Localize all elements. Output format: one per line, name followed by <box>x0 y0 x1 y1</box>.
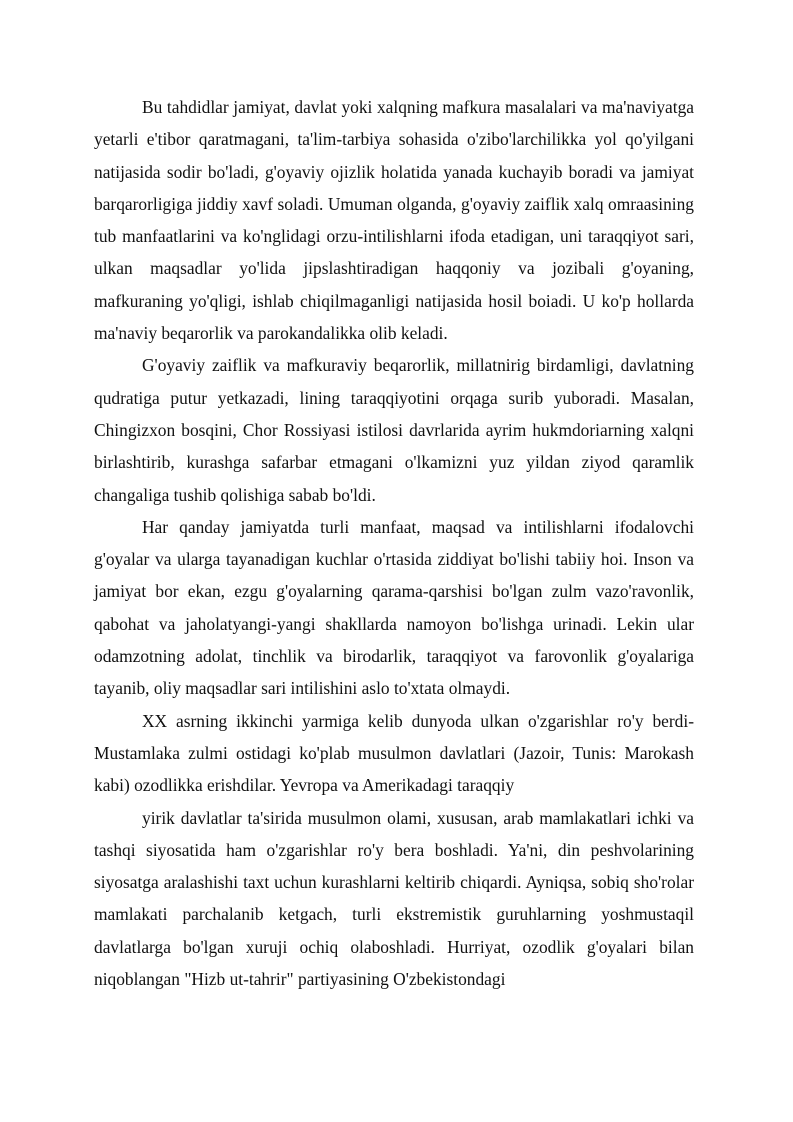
paragraph-2: G'oyaviy zaiflik va mafkuraviy beqarorlik, millatnirig birdamligi, davlatning qudratiga putur yetkazadi, lining taraqqiyotini orqaga surib yuboradi. Masalan, Chingizxon bosqini, Chor Rossiyasi istilosi davrlarida ayrim hukmdoriarning xalqni birlashtirib, kurashga safarbar etmagani o'lkamizni yuz yildan ziyod qaramlik changaliga tushib qolishiga sabab bo'ldi. <box>94 355 694 505</box>
paragraph-4: XX asrning ikkinchi yarmiga kelib dunyoda ulkan o'zgarishlar ro'y berdi- Mustamlaka zulmi ostidagi ko'plab musulmon davlatlari (Jazoir, Tunis: Marokash kabi) ozodlikka erishdilar. Yevropa va Amerikadagi taraqqiy <box>94 710 694 796</box>
document-page <box>94 91 694 995</box>
paragraph-3: Har qanday jamiyatda turli manfaat, maqsad va intilishlarni ifodalovchi g'oyalar va ularga tayanadigan kuchlar o'rtasida ziddiyat bo'lishi tabiiy hoi. Inson va jamiyat bor ekan, ezgu g'oyalarning qarama-qarshisi bo'lgan zulm vazo'ravonlik, qabohat va jaholatyangi-yangi shakllarda namoyon bo'lishga urinadi. Lekin ular odamzotning adolat, tinchlik va birodarlik, taraqqiyot va farovonlik g'oyalariga tayanib, oliy maqsadlar sari intilishini aslo to'xtata olmaydi. <box>94 516 694 699</box>
paragraph-5: yirik davlatlar ta'sirida musulmon olami, xususan, arab mamlakatlari ichki va tashqi siyosatida ham o'zgarishlar ro'y bera boshladi. Ya'ni, din peshvolarining siyosatga aralashishi taxt uchun kurashlarni keltirib chiqardi. Ayniqsa, sobiq sho'rolar mamlakati parchalanib ketgach, turli ekstremistik guruhlarning yoshmustaqil davlatlarga bo'lgan xuruji ochiq olaboshladi. Hurriyat, ozodlik g'oyalari bilan niqoblangan "Hizb ut-tahrir" partiyasining O'zbekistondagi <box>94 807 694 990</box>
paragraph-1: Bu tahdidlar jamiyat, davlat yoki xalqning mafkura masalalari va ma'naviyatga yetarli e'tibor qaratmagani, ta'lim-tarbiya sohasida o'zibo'larchilikka yol qo'yilgani natijasida sodir bo'ladi, g'oyaviy ojizlik holatida yanada kuchayib boradi va jamiyat barqarorligiga jiddiy xavf soladi. Umuman olganda, g'oyaviy zaiflik xalq omraasining tub manfaatlarini va ko'nglidagi orzu-intilishlarni ifoda etadigan, uni taraqqiyot sari, ulkan maqsadlar yo'lida jipslashtiradigan haqqoniy va jozibali g'oyaning, mafkuraning yo'qligi, ishlab chiqilmaganligi natijasida hosil boiadi. U ko'p hollarda ma'naviy beqarorlik va parokandalikka olib keladi. <box>94 97 694 344</box>
